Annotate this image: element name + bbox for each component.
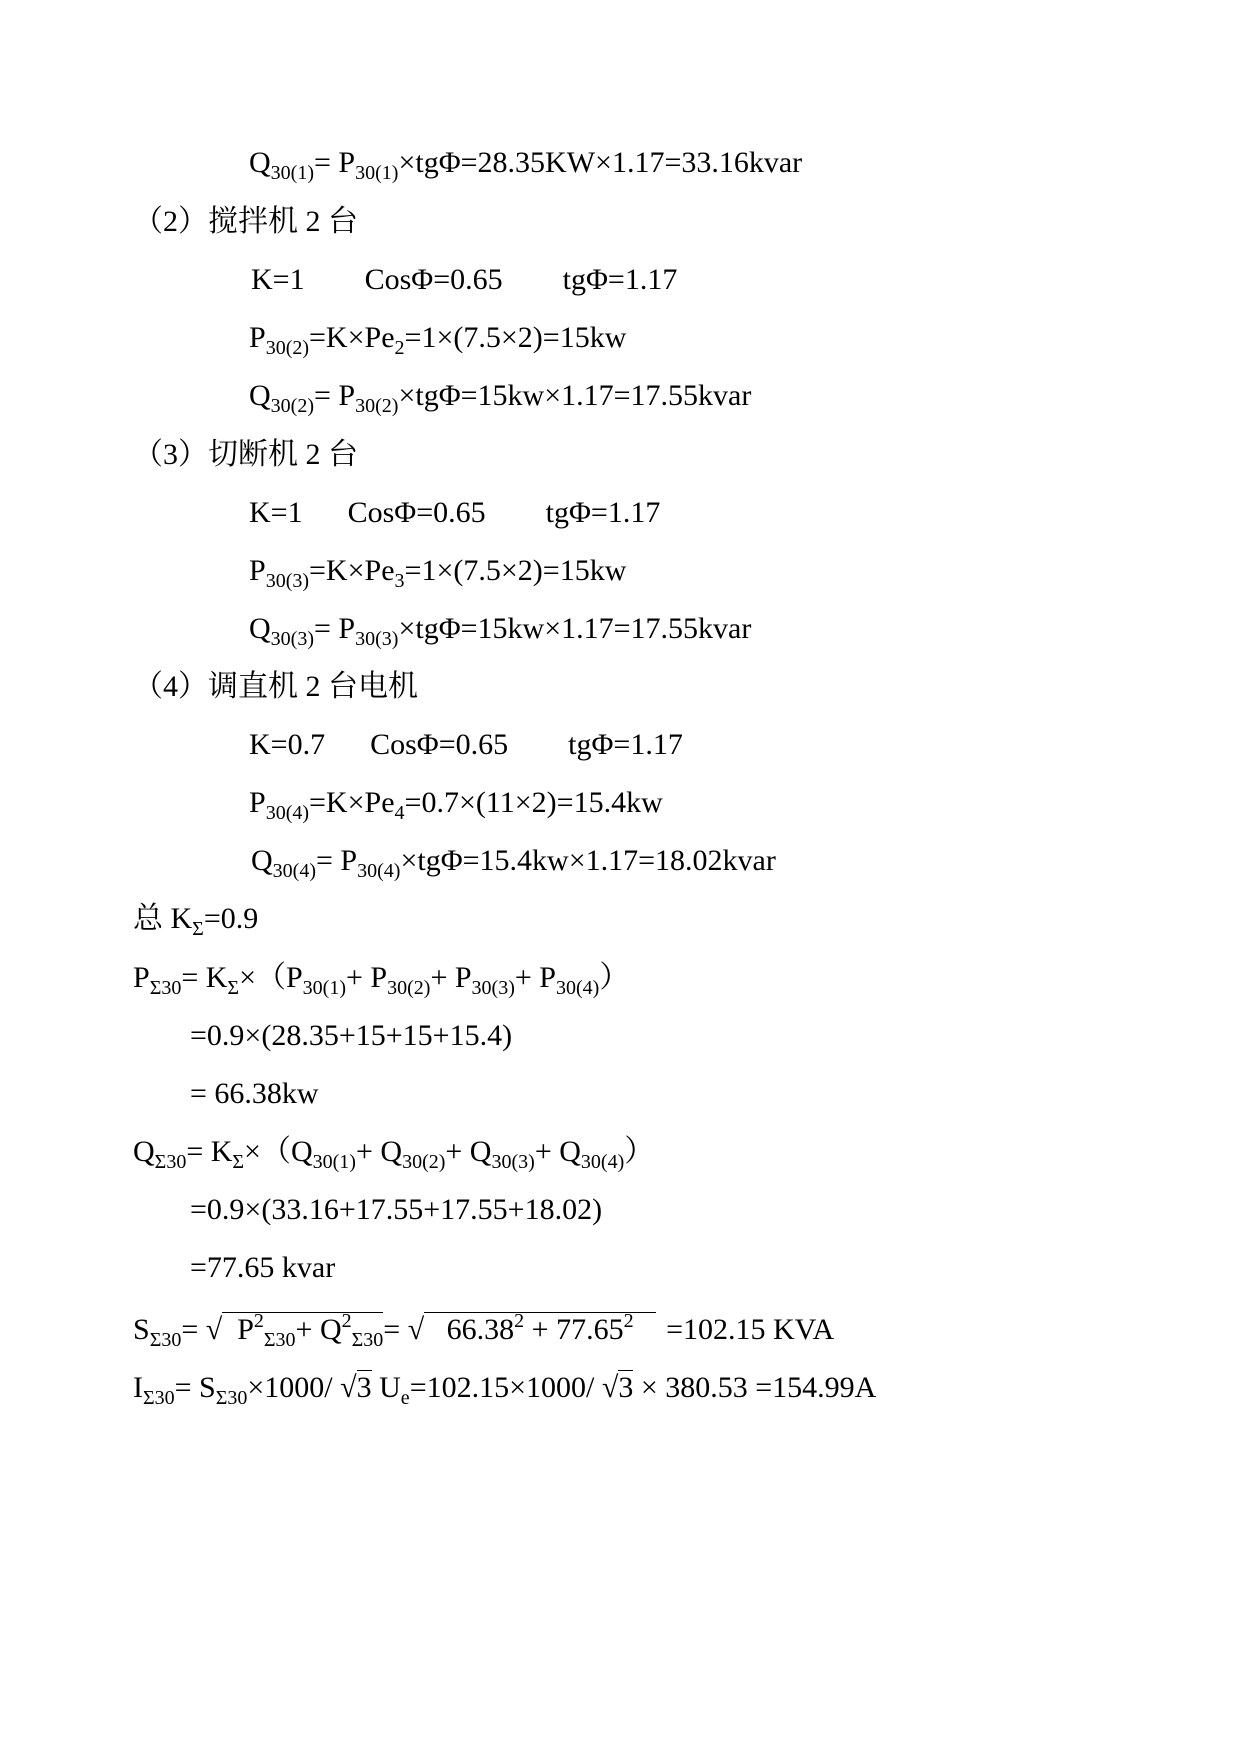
p-sigma-step1: [190, 1021, 512, 1051]
text: =102.15×1000/: [409, 1371, 602, 1404]
symbol: Q: [249, 612, 271, 645]
sqrt-sign: √: [340, 1371, 357, 1404]
text: + Q: [534, 1135, 581, 1168]
q30-3-formula: [249, 612, 752, 650]
text: × 380.53 =154.99A: [633, 1371, 877, 1404]
text: ×（Q: [244, 1135, 313, 1168]
subscript: 30(4): [265, 802, 310, 824]
text: + Q: [295, 1313, 342, 1346]
subscript: 30(3): [270, 628, 314, 650]
symbol: Q: [249, 379, 271, 412]
subscript: 30(4): [555, 977, 600, 999]
p30-4-formula: [249, 786, 663, 824]
heading-text: （3）切断机 2 台: [133, 438, 358, 471]
radicand: [424, 1312, 656, 1345]
symbol: Q: [133, 1135, 155, 1168]
symbol: P: [249, 786, 266, 819]
radicand: 3: [618, 1371, 634, 1404]
subscript: 30(3): [355, 628, 399, 650]
subscript: Σ30: [154, 1151, 187, 1173]
symbol: I: [133, 1371, 143, 1404]
subscript: Σ30: [149, 1329, 182, 1351]
tg-value: tgΦ=1.17: [562, 263, 678, 296]
q-sigma-step2: [190, 1253, 335, 1283]
text: =: [181, 1313, 206, 1346]
subscript: 30(1): [302, 977, 346, 999]
p30-3-formula: [249, 554, 627, 592]
subscript: 30(3): [265, 570, 310, 592]
text: 总 K: [133, 902, 193, 935]
params-line-straightener: [249, 730, 683, 760]
subscript: Σ30: [351, 1329, 384, 1351]
subscript: 30(4): [272, 860, 316, 882]
subscript: 30(1): [270, 162, 314, 184]
subscript: 3: [394, 570, 405, 592]
text: = K: [181, 961, 228, 994]
text: =0.9: [203, 902, 259, 935]
subscript: 30(2): [265, 337, 310, 359]
q30-4-formula: [251, 844, 776, 882]
q-sigma-formula: [133, 1135, 655, 1173]
subscript: Σ30: [263, 1329, 296, 1351]
text: =0.9×(28.35+15+15+15.4): [190, 1019, 513, 1052]
p-sigma-step2: [190, 1079, 319, 1109]
text: ）: [624, 1135, 655, 1168]
k-value: K=1: [251, 263, 305, 296]
section-heading-mixer: [133, 207, 358, 237]
text: + P: [346, 961, 388, 994]
superscript: 2: [341, 1310, 352, 1332]
symbol: P: [237, 1313, 254, 1346]
symbol: P: [133, 961, 150, 994]
text: + Q: [355, 1135, 403, 1168]
q-sigma-step1: [190, 1195, 602, 1225]
k-value: K=0.7: [249, 728, 326, 761]
heading-text: （2）搅拌机 2 台: [133, 205, 358, 238]
text: = S: [174, 1371, 216, 1404]
sqrt-sign: √: [407, 1313, 425, 1346]
text: = 66.38kw: [190, 1077, 319, 1110]
subscript: 30(1): [355, 162, 399, 184]
text: + P: [514, 961, 556, 994]
text: =1×(7.5×2)=15kw: [404, 321, 627, 354]
superscript: 2: [514, 1310, 525, 1332]
subscript: 30(4): [580, 1151, 625, 1173]
radicand: 3: [356, 1371, 372, 1404]
subscript: 2: [394, 337, 405, 359]
symbol: Q: [249, 146, 271, 179]
symbol: P: [249, 321, 266, 354]
cos-value: CosΦ=0.65: [364, 263, 503, 296]
text: ×tgΦ=15kw×1.17=17.55kvar: [398, 379, 752, 412]
subscript: 30(2): [270, 395, 314, 417]
cos-value: CosΦ=0.65: [370, 728, 509, 761]
radicand: [222, 1310, 384, 1351]
text: =K×Pe: [309, 786, 395, 819]
text: = K: [186, 1135, 233, 1168]
tg-value: tgΦ=1.17: [545, 496, 661, 529]
subscript: Σ: [232, 1151, 245, 1173]
text: = P: [314, 146, 356, 179]
text: = P: [314, 379, 356, 412]
text: =K×Pe: [309, 321, 395, 354]
subscript: Σ: [192, 918, 204, 940]
text: =0.7×(11×2)=15.4kw: [404, 786, 663, 819]
text: ×tgΦ=15.4kw×1.17=18.02kvar: [400, 844, 776, 877]
text: ×tgΦ=28.35KW×1.17=33.16kvar: [398, 146, 803, 179]
text: + P: [430, 961, 472, 994]
section-heading-cutter: [133, 440, 358, 470]
text: =77.65 kvar: [190, 1251, 336, 1284]
subscript: 4: [394, 802, 405, 824]
subscript: 30(4): [357, 860, 401, 882]
q30-2-formula: [249, 379, 752, 417]
text: =1×(7.5×2)=15kw: [404, 554, 627, 587]
text: =K×Pe: [309, 554, 395, 587]
text: = P: [314, 612, 356, 645]
s-sigma-formula: [133, 1310, 835, 1351]
p-sigma-formula: [133, 961, 630, 999]
subscript: Σ30: [143, 1387, 175, 1409]
subscript: Σ: [227, 977, 240, 999]
subscript: 30(1): [312, 1151, 356, 1173]
symbol: Q: [251, 844, 273, 877]
text: ）: [599, 961, 630, 994]
text: =: [383, 1313, 408, 1346]
heading-text: （4）调直机 2 台电机: [133, 670, 418, 703]
subscript: Σ30: [215, 1387, 248, 1409]
tg-value: tgΦ=1.17: [568, 728, 683, 761]
cos-value: CosΦ=0.65: [347, 496, 486, 529]
params-line-mixer: [251, 265, 677, 295]
text: + Q: [445, 1135, 492, 1168]
subscript: 30(3): [491, 1151, 535, 1173]
i-sigma-formula: [133, 1370, 877, 1409]
text: = P: [316, 844, 358, 877]
subscript: 30(2): [387, 977, 431, 999]
subscript: 30(2): [402, 1151, 446, 1173]
text: + 77.65: [524, 1313, 624, 1346]
total-k-line: [133, 902, 259, 940]
result: =102.15 KVA: [666, 1313, 835, 1346]
subscript: Σ30: [149, 977, 182, 999]
text: ×1000/: [247, 1371, 341, 1404]
text: ×tgΦ=15kw×1.17=17.55kvar: [398, 612, 752, 645]
symbol: P: [249, 554, 266, 587]
superscript: 2: [623, 1310, 634, 1332]
section-heading-straightener: [133, 672, 418, 702]
subscript: 30(3): [471, 977, 515, 999]
subscript: 30(2): [355, 395, 399, 417]
sqrt-sign: √: [205, 1313, 223, 1346]
p30-2-formula: [249, 321, 627, 359]
params-line-cutter: [249, 498, 660, 528]
sqrt-sign: √: [601, 1371, 619, 1404]
q30-1-formula: [249, 146, 803, 184]
superscript: 2: [253, 1310, 264, 1332]
text: ×（P: [239, 961, 303, 994]
number: 66.38: [446, 1313, 515, 1346]
text: U: [371, 1371, 401, 1404]
symbol: S: [133, 1313, 150, 1346]
subscript: e: [400, 1387, 410, 1409]
k-value: K=1: [249, 496, 303, 529]
text: =0.9×(33.16+17.55+17.55+18.02): [190, 1193, 603, 1226]
